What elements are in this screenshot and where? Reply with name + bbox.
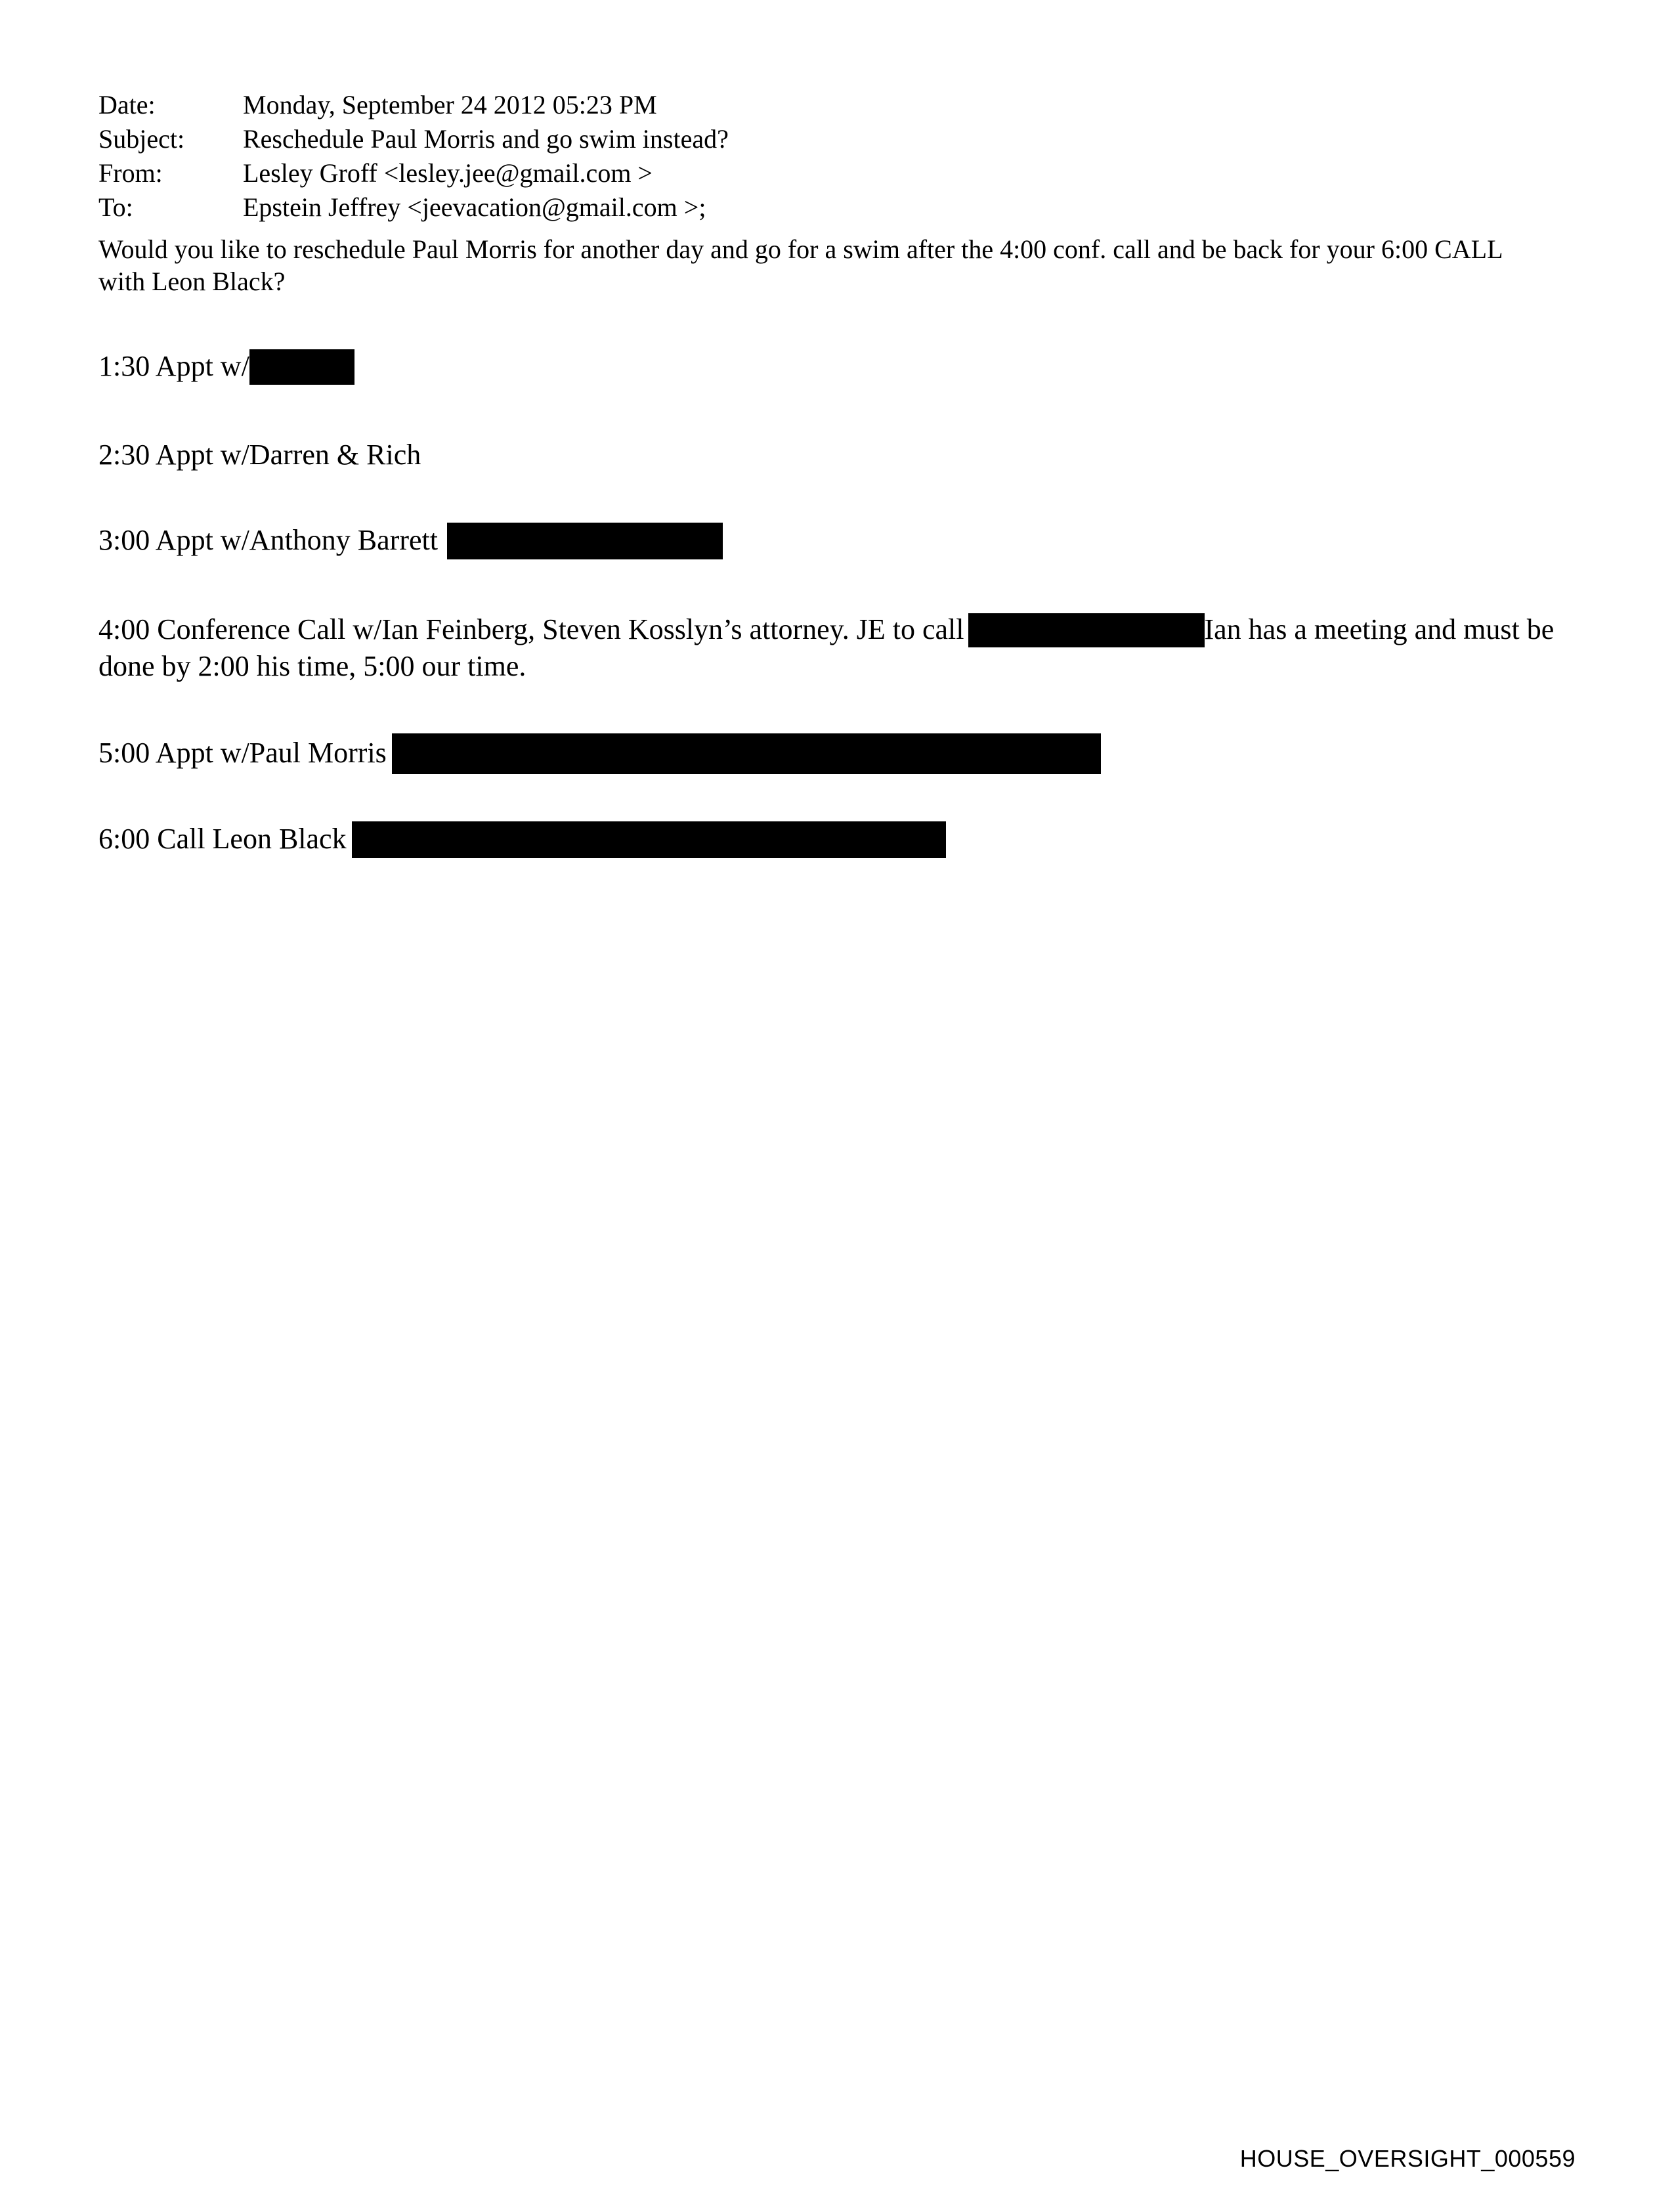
header-label-to: To: [98, 192, 133, 222]
schedule-item-2-30 [98, 438, 1576, 473]
bates-number: HOUSE_OVERSIGHT_000559 [1239, 2145, 1576, 2172]
redaction-box [392, 733, 1101, 774]
header-row-to [98, 194, 729, 228]
schedule-item-2-30-label: 2:30 Appt w/Darren & Rich [98, 438, 421, 471]
email-header-table [98, 92, 729, 228]
header-row-date [98, 92, 729, 126]
header-value-from: Lesley Groff <lesley.jee@gmail.com > [243, 158, 653, 188]
redaction-box [447, 523, 723, 559]
header-value-subject: Reschedule Paul Morris and go swim instead? [243, 124, 729, 154]
schedule-item-6-00 [98, 822, 1576, 860]
header-label-subject: Subject: [98, 124, 185, 154]
redaction-box [249, 349, 354, 385]
schedule-item-4-00 [98, 613, 1576, 684]
redaction-box [968, 613, 1205, 647]
schedule-item-5-00 [98, 735, 1576, 776]
header-label-date: Date: [98, 90, 156, 119]
schedule-item-4-00-note: Ian has a meeting and must be done by 2:00 his time, 5:00 our time. [98, 613, 1555, 683]
redaction-box [352, 821, 946, 858]
header-row-subject [98, 126, 729, 160]
header-row-from [98, 160, 729, 194]
schedule-item-1-30-label: 1:30 Appt w/ [98, 349, 249, 382]
email-document [98, 92, 1582, 860]
header-value-date: Monday, September 24 2012 05:23 PM [243, 90, 657, 119]
schedule-item-6-00-label: 6:00 Call Leon Black [98, 822, 347, 855]
header-label-from: From: [98, 158, 163, 188]
schedule-item-3-00-label: 3:00 Appt w/Anthony Barrett [98, 524, 438, 557]
schedule-item-5-00-label: 5:00 Appt w/Paul Morris [98, 737, 387, 769]
schedule-item-4-00-label: 4:00 Conference Call w/Ian Feinberg, Steven Kosslyn’s attorney. JE to call [98, 613, 964, 646]
schedule-item-1-30 [98, 349, 1576, 387]
schedule-item-3-00 [98, 523, 1576, 561]
email-body-intro: Would you like to reschedule Paul Morris for another day and go for a swim after the 4:00 conf. call and be back for your 6:00 CALL with Leon Black? [98, 234, 1503, 296]
header-value-to: Epstein Jeffrey <jeevacation@gmail.com >; [243, 192, 706, 222]
